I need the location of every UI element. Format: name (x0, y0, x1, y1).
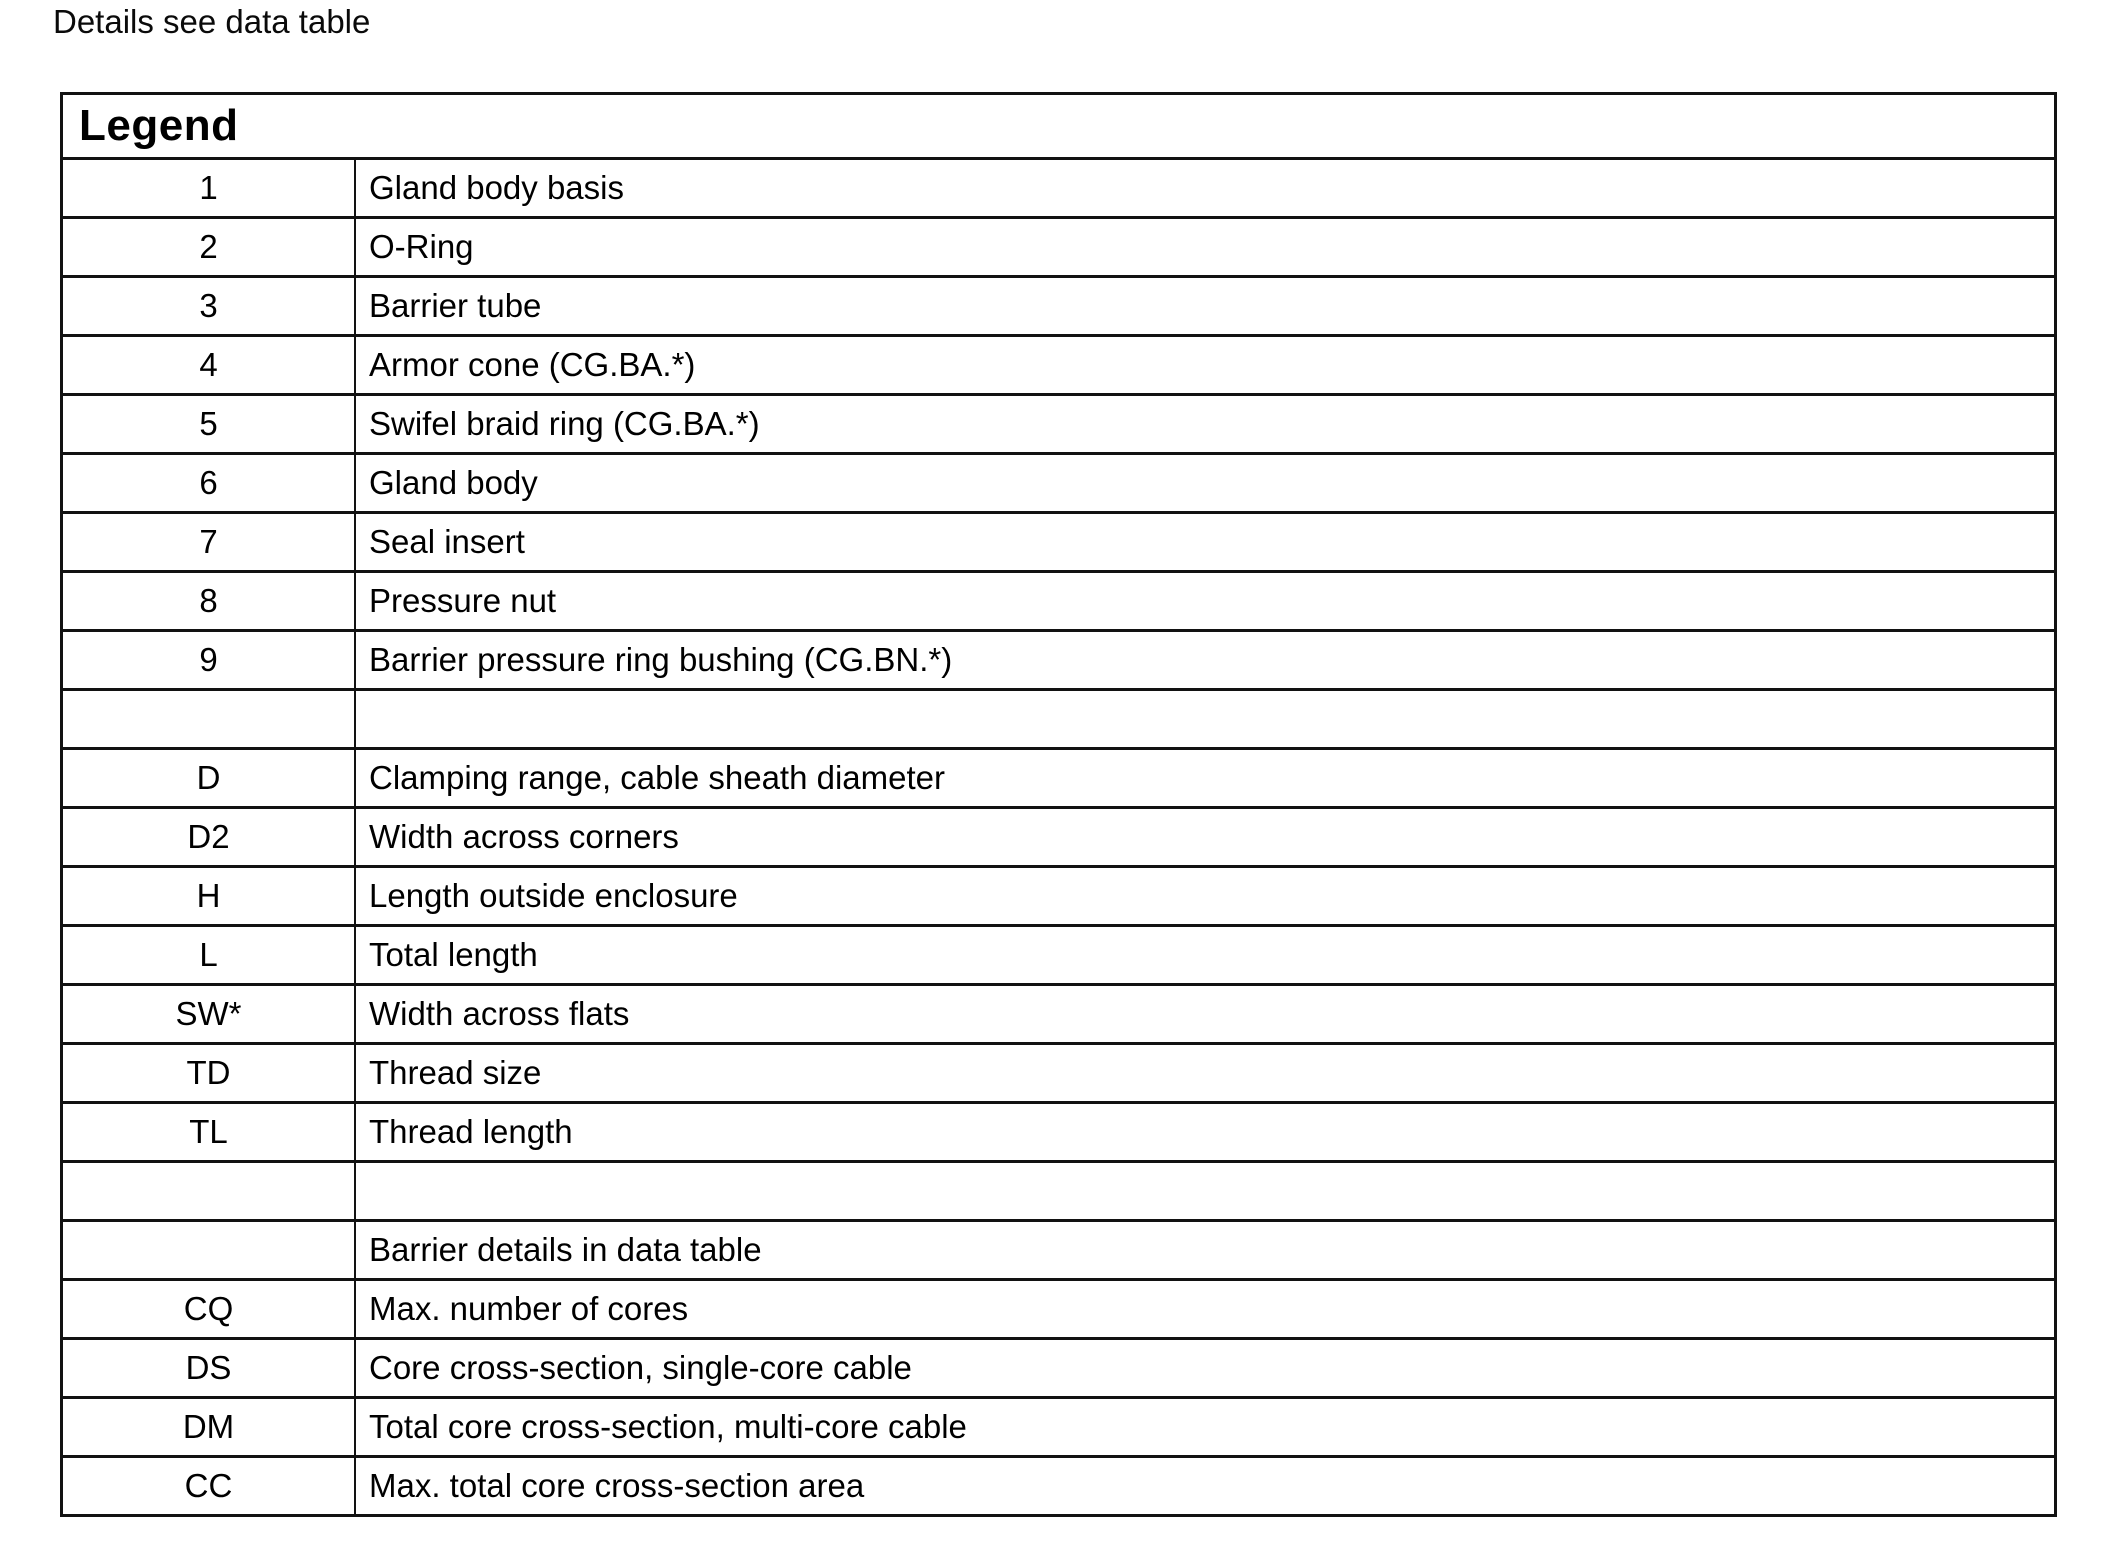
table-row (63, 927, 2054, 986)
table-row (63, 573, 2054, 632)
table-row (63, 396, 2054, 455)
legend-code-cell: 2 (63, 219, 356, 275)
table-row (63, 455, 2054, 514)
legend-code-cell: 1 (63, 160, 356, 216)
legend-code-cell: DS (63, 1340, 356, 1396)
legend-table (60, 92, 2057, 1517)
legend-description-cell: Armor cone (CG.BA.*) (369, 346, 696, 383)
legend-description-cell: Total core cross-section, multi-core cable (369, 1408, 967, 1445)
legend-table-title: Legend (63, 95, 2054, 160)
legend-code-cell: DM (63, 1399, 356, 1455)
table-row (63, 1458, 2054, 1514)
legend-description-cell: Width across flats (369, 995, 630, 1032)
table-row (63, 1222, 2054, 1281)
legend-description-cell: Thread size (369, 1054, 542, 1091)
legend-description-cell (356, 1163, 2054, 1219)
table-row (63, 1045, 2054, 1104)
legend-description-cell: Thread length (369, 1113, 573, 1150)
legend-code-cell: 3 (63, 278, 356, 334)
legend-description-cell: Barrier tube (369, 287, 542, 324)
table-row (63, 750, 2054, 809)
table-row (63, 868, 2054, 927)
legend-description-cell: Gland body (369, 464, 538, 501)
legend-code-cell: 7 (63, 514, 356, 570)
legend-description-cell: Seal insert (369, 523, 525, 560)
legend-code-cell: TL (63, 1104, 356, 1160)
legend-description-cell: Pressure nut (369, 582, 557, 619)
legend-code-cell (63, 1163, 356, 1219)
legend-code-cell: H (63, 868, 356, 924)
table-row (63, 809, 2054, 868)
legend-code-cell: D2 (63, 809, 356, 865)
table-row (63, 1399, 2054, 1458)
table-row (63, 691, 2054, 750)
table-row (63, 1340, 2054, 1399)
legend-code-cell: D (63, 750, 356, 806)
legend-description-cell: Clamping range, cable sheath diameter (369, 759, 946, 796)
legend-description-cell (356, 691, 2054, 747)
legend-description-cell: Core cross-section, single-core cable (369, 1349, 912, 1386)
legend-code-cell: 9 (63, 632, 356, 688)
table-row (63, 278, 2054, 337)
legend-description-cell: Length outside enclosure (369, 877, 738, 914)
top-note: Details see data table (53, 3, 371, 40)
table-row (63, 219, 2054, 278)
legend-code-cell: 4 (63, 337, 356, 393)
legend-code-cell (63, 1222, 356, 1278)
table-row (63, 632, 2054, 691)
legend-description-cell: Max. total core cross-section area (369, 1467, 865, 1504)
legend-code-cell: CQ (63, 1281, 356, 1337)
legend-code-cell: CC (63, 1458, 356, 1514)
legend-description-cell: Width across corners (369, 818, 679, 855)
table-row (63, 514, 2054, 573)
legend-code-cell: L (63, 927, 356, 983)
table-row (63, 1281, 2054, 1340)
legend-table-body (63, 160, 2054, 1514)
legend-description-cell: Total length (369, 936, 538, 973)
legend-code-cell: SW* (63, 986, 356, 1042)
table-row (63, 1163, 2054, 1222)
legend-description-cell: Barrier details in data table (369, 1231, 762, 1268)
legend-description-cell: O-Ring (369, 228, 474, 265)
legend-code-cell: 8 (63, 573, 356, 629)
table-row (63, 1104, 2054, 1163)
table-row (63, 160, 2054, 219)
legend-code-cell: 5 (63, 396, 356, 452)
legend-code-cell: TD (63, 1045, 356, 1101)
legend-description-cell: Max. number of cores (369, 1290, 689, 1327)
table-row (63, 986, 2054, 1045)
legend-code-cell (63, 691, 356, 747)
legend-description-cell: Gland body basis (369, 169, 624, 206)
table-row (63, 337, 2054, 396)
legend-code-cell: 6 (63, 455, 356, 511)
legend-description-cell: Barrier pressure ring bushing (CG.BN.*) (369, 641, 953, 678)
legend-description-cell: Swifel braid ring (CG.BA.*) (369, 405, 760, 442)
